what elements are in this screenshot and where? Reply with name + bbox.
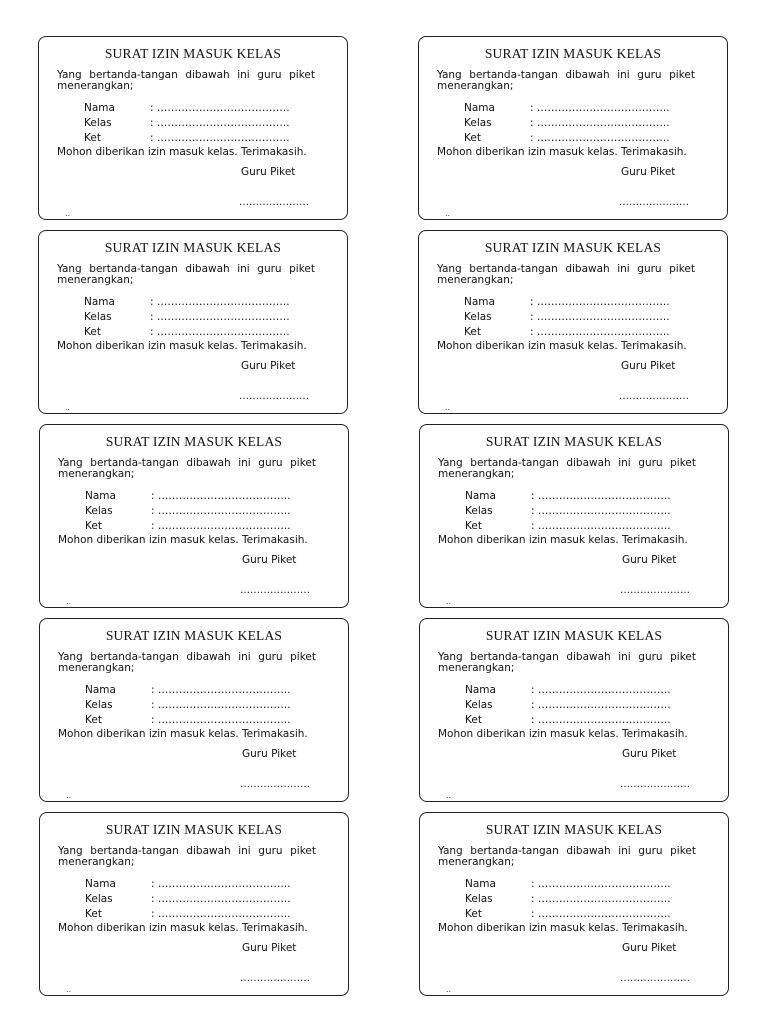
- field-nama: [85, 490, 291, 502]
- card-title: SURAT IZIN MASUK KELAS: [485, 822, 663, 837]
- field-label: Kelas: [85, 893, 113, 905]
- field-blank: : ………………………………..: [530, 102, 670, 114]
- field-blank: : ………………………………..: [530, 311, 670, 323]
- corner-mark: ..: [65, 209, 71, 218]
- field-blank: : ………………………………..: [151, 490, 291, 502]
- field-blank: : ………………………………..: [151, 505, 291, 517]
- field-blank: : ………………………………..: [151, 878, 291, 890]
- field-blank: : ………………………………..: [151, 908, 291, 920]
- field-blank: : ………………………………..: [531, 893, 671, 905]
- field-blank: : ………………………………..: [151, 699, 291, 711]
- field-blank: : ………………………………..: [531, 684, 671, 696]
- field-label: Kelas: [84, 311, 112, 323]
- field-kelas: [465, 893, 671, 905]
- corner-mark: ..: [445, 403, 451, 412]
- corner-mark: ..: [446, 597, 452, 606]
- field-label: Kelas: [465, 699, 493, 711]
- field-ket: [85, 714, 291, 726]
- closing-text: Mohon diberikan izin masuk kelas. Terimakasih.: [58, 922, 308, 934]
- field-nama: [464, 102, 670, 114]
- field-blank: : ………………………………..: [150, 132, 290, 144]
- card-title: SURAT IZIN MASUK KELAS: [485, 628, 663, 643]
- closing-text: Mohon diberikan izin masuk kelas. Terimakasih.: [58, 534, 308, 546]
- signer-label: Guru Piket: [241, 360, 296, 372]
- signature-line: …………………: [619, 197, 689, 208]
- signature-line: …………………: [620, 973, 690, 984]
- field-label: Kelas: [85, 699, 113, 711]
- field-nama: [84, 102, 290, 114]
- closing-text: Mohon diberikan izin masuk kelas. Terimakasih.: [438, 728, 688, 740]
- field-blank: : ………………………………..: [150, 326, 290, 338]
- permit-card-1: [38, 36, 348, 220]
- corner-mark: ..: [66, 597, 72, 606]
- field-label: Kelas: [464, 117, 492, 129]
- signer-label: Guru Piket: [242, 942, 297, 954]
- card-title: SURAT IZIN MASUK KELAS: [104, 240, 282, 255]
- signer-label: Guru Piket: [622, 942, 677, 954]
- field-label: Ket: [84, 326, 101, 338]
- field-ket: [84, 326, 290, 338]
- permit-card-8: [419, 618, 729, 802]
- field-blank: : ………………………………..: [531, 505, 671, 517]
- field-label: Nama: [464, 296, 495, 308]
- field-label: Nama: [85, 684, 116, 696]
- field-blank: : ………………………………..: [151, 893, 291, 905]
- signer-label: Guru Piket: [242, 554, 297, 566]
- signer-label: Guru Piket: [242, 748, 297, 760]
- intro-text: Yang bertanda-tangan dibawah ini guru piket menerangkan;: [438, 457, 696, 480]
- signer-label: Guru Piket: [621, 166, 676, 178]
- signature-line: …………………: [240, 779, 310, 790]
- field-label: Nama: [84, 296, 115, 308]
- signature-line: …………………: [620, 779, 690, 790]
- field-blank: : ………………………………..: [530, 117, 670, 129]
- field-nama: [465, 490, 671, 502]
- corner-mark: ..: [66, 791, 72, 800]
- field-kelas: [465, 699, 671, 711]
- signature-line: …………………: [240, 585, 310, 596]
- field-blank: : ………………………………..: [531, 714, 671, 726]
- field-label: Ket: [464, 326, 481, 338]
- permit-card-2: [418, 36, 728, 220]
- card-title: SURAT IZIN MASUK KELAS: [104, 46, 282, 61]
- permit-card-5: [39, 424, 349, 608]
- field-kelas: [85, 893, 291, 905]
- field-kelas: [464, 117, 670, 129]
- field-nama: [84, 296, 290, 308]
- field-label: Nama: [465, 878, 496, 890]
- corner-mark: ..: [66, 985, 72, 994]
- field-blank: : ………………………………..: [531, 908, 671, 920]
- permit-card-6: [419, 424, 729, 608]
- field-blank: : ………………………………..: [531, 520, 671, 532]
- intro-text: Yang bertanda-tangan dibawah ini guru piket menerangkan;: [57, 263, 315, 286]
- field-kelas: [84, 117, 290, 129]
- field-ket: [464, 132, 670, 144]
- field-label: Kelas: [464, 311, 492, 323]
- intro-text: Yang bertanda-tangan dibawah ini guru piket menerangkan;: [438, 651, 696, 674]
- card-title: SURAT IZIN MASUK KELAS: [105, 822, 283, 837]
- permit-card-9: [39, 812, 349, 996]
- field-kelas: [85, 505, 291, 517]
- field-blank: : ………………………………..: [150, 311, 290, 323]
- card-title: SURAT IZIN MASUK KELAS: [485, 434, 663, 449]
- field-label: Ket: [85, 908, 102, 920]
- field-label: Nama: [465, 684, 496, 696]
- signer-label: Guru Piket: [622, 554, 677, 566]
- signature-line: …………………: [240, 973, 310, 984]
- corner-mark: ..: [446, 791, 452, 800]
- signer-label: Guru Piket: [622, 748, 677, 760]
- field-label: Ket: [84, 132, 101, 144]
- field-kelas: [84, 311, 290, 323]
- field-label: Nama: [85, 490, 116, 502]
- field-label: Nama: [465, 490, 496, 502]
- field-label: Ket: [465, 908, 482, 920]
- corner-mark: ..: [446, 985, 452, 994]
- intro-text: Yang bertanda-tangan dibawah ini guru piket menerangkan;: [58, 651, 316, 674]
- signer-label: Guru Piket: [241, 166, 296, 178]
- field-label: Kelas: [85, 505, 113, 517]
- intro-text: Yang bertanda-tangan dibawah ini guru piket menerangkan;: [437, 69, 695, 92]
- intro-text: Yang bertanda-tangan dibawah ini guru piket menerangkan;: [58, 845, 316, 868]
- field-blank: : ………………………………..: [150, 102, 290, 114]
- field-label: Kelas: [465, 893, 493, 905]
- signature-line: …………………: [239, 197, 309, 208]
- field-nama: [465, 684, 671, 696]
- field-label: Nama: [464, 102, 495, 114]
- field-kelas: [85, 699, 291, 711]
- closing-text: Mohon diberikan izin masuk kelas. Terimakasih.: [438, 922, 688, 934]
- corner-mark: ..: [445, 209, 451, 218]
- field-ket: [465, 520, 671, 532]
- field-label: Ket: [464, 132, 481, 144]
- field-label: Kelas: [465, 505, 493, 517]
- field-blank: : ………………………………..: [530, 326, 670, 338]
- closing-text: Mohon diberikan izin masuk kelas. Terimakasih.: [57, 146, 307, 158]
- field-blank: : ………………………………..: [150, 117, 290, 129]
- permit-card-3: [38, 230, 348, 414]
- closing-text: Mohon diberikan izin masuk kelas. Terimakasih.: [437, 340, 687, 352]
- permit-card-7: [39, 618, 349, 802]
- field-blank: : ………………………………..: [530, 296, 670, 308]
- corner-mark: ..: [65, 403, 71, 412]
- closing-text: Mohon diberikan izin masuk kelas. Terimakasih.: [58, 728, 308, 740]
- card-title: SURAT IZIN MASUK KELAS: [484, 46, 662, 61]
- intro-text: Yang bertanda-tangan dibawah ini guru piket menerangkan;: [57, 69, 315, 92]
- card-title: SURAT IZIN MASUK KELAS: [105, 628, 283, 643]
- field-blank: : ………………………………..: [530, 132, 670, 144]
- field-ket: [465, 714, 671, 726]
- field-nama: [464, 296, 670, 308]
- field-ket: [84, 132, 290, 144]
- field-ket: [85, 520, 291, 532]
- field-label: Ket: [465, 714, 482, 726]
- field-ket: [85, 908, 291, 920]
- field-nama: [85, 878, 291, 890]
- intro-text: Yang bertanda-tangan dibawah ini guru piket menerangkan;: [58, 457, 316, 480]
- signature-line: …………………: [239, 391, 309, 402]
- field-blank: : ………………………………..: [151, 684, 291, 696]
- card-title: SURAT IZIN MASUK KELAS: [105, 434, 283, 449]
- intro-text: Yang bertanda-tangan dibawah ini guru piket menerangkan;: [437, 263, 695, 286]
- signature-line: …………………: [619, 391, 689, 402]
- field-label: Nama: [84, 102, 115, 114]
- field-nama: [85, 684, 291, 696]
- intro-text: Yang bertanda-tangan dibawah ini guru piket menerangkan;: [438, 845, 696, 868]
- field-blank: : ………………………………..: [150, 296, 290, 308]
- permit-card-10: [419, 812, 729, 996]
- field-label: Ket: [85, 714, 102, 726]
- closing-text: Mohon diberikan izin masuk kelas. Terimakasih.: [438, 534, 688, 546]
- signer-label: Guru Piket: [621, 360, 676, 372]
- field-kelas: [465, 505, 671, 517]
- field-label: Kelas: [84, 117, 112, 129]
- field-blank: : ………………………………..: [151, 520, 291, 532]
- card-title: SURAT IZIN MASUK KELAS: [484, 240, 662, 255]
- field-ket: [464, 326, 670, 338]
- field-label: Ket: [85, 520, 102, 532]
- field-label: Ket: [465, 520, 482, 532]
- field-blank: : ………………………………..: [531, 699, 671, 711]
- signature-line: …………………: [620, 585, 690, 596]
- field-blank: : ………………………………..: [531, 490, 671, 502]
- permit-card-4: [418, 230, 728, 414]
- field-ket: [465, 908, 671, 920]
- closing-text: Mohon diberikan izin masuk kelas. Terimakasih.: [437, 146, 687, 158]
- field-label: Nama: [85, 878, 116, 890]
- field-nama: [465, 878, 671, 890]
- field-blank: : ………………………………..: [531, 878, 671, 890]
- closing-text: Mohon diberikan izin masuk kelas. Terimakasih.: [57, 340, 307, 352]
- field-blank: : ………………………………..: [151, 714, 291, 726]
- field-kelas: [464, 311, 670, 323]
